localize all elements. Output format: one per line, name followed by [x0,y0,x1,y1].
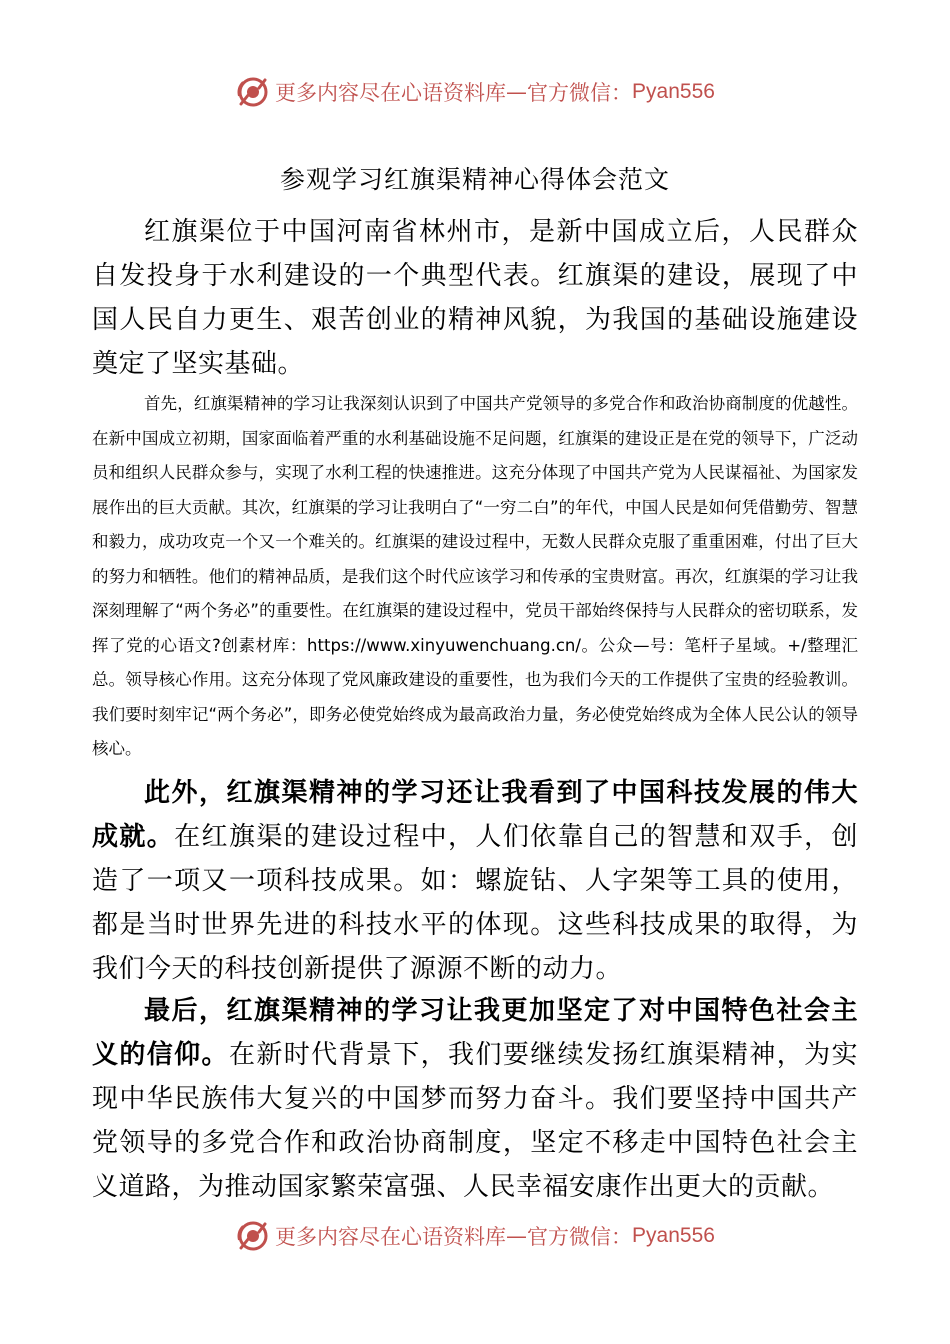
paragraph-3-rest: 在红旗渠的建设过程中，人们依靠自己的智慧和双手，创造了一项又一项科技成果。如：螺旋钻、人字架等工具的使用，都是当时世界先进的科技水平的体现。这些科技成果的取得，为我们今天的科技创新提供了源源不断的动力。 [92,822,858,984]
paragraph-1-text: 红旗渠位于中国河南省林州市，是新中国成立后，人民群众自发投身于水利建设的一个典型代表。红旗渠的建设，展现了中国人民自力更生、艰苦创业的精神风貌，为我国的基础设施建设奠定了坚实基础。 [92,217,858,379]
brand-logo-icon [235,74,271,110]
footer-banner [0,1216,950,1256]
paragraph-technology [92,771,858,991]
paragraph-3 [92,771,858,991]
paragraph-2-text: 首先，红旗渠精神的学习让我深刻认识到了中国共产党领导的多党合作和政治协商制度的优越性。在新中国成立初期，国家面临着严重的水利基础设施不足问题，红旗渠的建设正是在党的领导下，广泛动员和组织人民群众参与，实现了水利工程的快速推进。这充分体现了中国共产党为人民谋福祉、为国家发展作出的巨大贡献。其次，红旗渠的学习让我明白了“一穷二白”的年代，中国人民是如何凭借勤劳、智慧和毅力，成功攻克一个又一个难关的。红旗渠的建设过程中，无数人民群众克服了重重困难，付出了巨大的努力和牺牲。他们的精神品质，是我们这个时代应该学习和传承的宝贵财富。再次，红旗渠的学习让我深刻理解了“两个务必”的重要性。在红旗渠的建设过程中，党员干部始终保持与人民群众的密切联系，发挥了党的心语文?创素材库：https://www.xinyuwenchuang.cn/。公众—号：笔杆子星域。+/整理汇总。领导核心作用。这充分体现了党风廉政建设的重要性，也为我们今天的工作提供了宝贵的经验教训。我们要时刻牢记“两个务必”，即务必使党始终成为最高政治力量，务必使党始终成为全体人民公认的领导核心。 [92,394,858,758]
banner-site-name: 更多内容尽在心语资料库 [275,1225,507,1249]
paragraph-intro [92,210,858,386]
brand-logo-icon [235,1218,271,1254]
banner-wechat-label: 官方微信： [527,81,633,105]
paragraph-3-lead: 此外，红旗渠精神的学习还让我看到了中国科技发展的伟大成就。 [92,778,858,852]
paragraph-4-lead: 最后，红旗渠精神的学习让我更加坚定了对中国特色社会主义的信仰。 [92,996,858,1070]
paragraph-conclusion [92,989,858,1209]
banner-dash: — [506,1224,528,1248]
banner-site-name: 更多内容尽在心语资料库 [275,81,507,105]
banner-wechat-id: Pyan556 [632,80,715,103]
document-title: 参观学习红旗渠精神心得体会范文 [279,165,670,194]
paragraph-4-rest: 在新时代背景下，我们要继续发扬红旗渠精神，为实现中华民族伟大复兴的中国梦而努力奋斗。我们要坚持中国共产党领导的多党合作和政治协商制度，坚定不移走中国特色社会主义道路，为推动国家繁荣富强、人民幸福安康作出更大的贡献。 [92,1040,858,1202]
banner-dash: — [506,80,528,104]
header-banner [0,72,950,112]
banner-wechat-id: Pyan556 [632,1224,715,1247]
paragraph-4 [92,989,858,1209]
paragraph-main [92,387,858,767]
banner-wechat-label: 官方微信： [527,1225,633,1249]
